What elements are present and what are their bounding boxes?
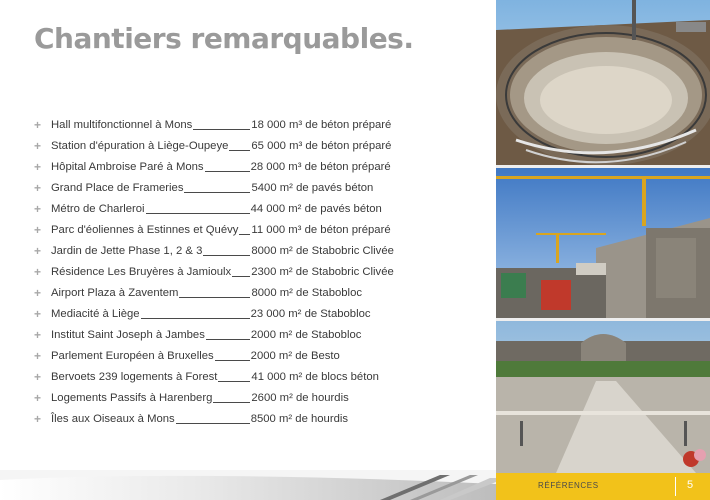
plus-bullet-icon: +	[34, 222, 42, 237]
list-item	[34, 282, 494, 303]
project-quantity: 11 000 m³ de béton préparé	[251, 223, 391, 236]
project-name: Bervoets 239 logements à Forest	[51, 370, 218, 383]
plus-bullet-icon: +	[34, 180, 42, 195]
plus-bullet-icon: +	[34, 201, 42, 216]
project-quantity: 2000 m² de Stabobloc	[250, 328, 362, 341]
project-quantity: 2300 m² de Stabobric Clivée	[251, 265, 394, 278]
section-label: RÉFÉRENCES	[538, 481, 599, 490]
list-item	[34, 240, 494, 261]
leader-line	[205, 162, 250, 172]
plus-bullet-icon: +	[34, 117, 42, 132]
leader-line	[141, 309, 250, 319]
leader-line	[239, 225, 250, 235]
project-list	[34, 114, 494, 429]
plus-bullet-icon: +	[34, 243, 42, 258]
list-item	[34, 114, 494, 135]
leader-line	[203, 246, 250, 256]
leader-line	[179, 288, 250, 298]
project-name: Métro de Charleroi	[51, 202, 145, 215]
page-number: 5	[687, 479, 694, 491]
project-quantity: 5400 m² de pavés béton	[251, 181, 374, 194]
project-name: Résidence Les Bruyères à Jamioulx	[51, 265, 232, 278]
project-name: Mediacité à Liège	[51, 307, 140, 320]
plus-bullet-icon: +	[34, 159, 42, 174]
list-item	[34, 135, 494, 156]
list-item	[34, 366, 494, 387]
project-quantity: 2600 m² de hourdis	[251, 391, 349, 404]
leader-line	[146, 204, 250, 214]
list-item	[34, 219, 494, 240]
leader-line	[193, 120, 250, 130]
plus-bullet-icon: +	[34, 264, 42, 279]
leader-line	[184, 183, 250, 193]
leader-line	[215, 351, 250, 361]
leader-line	[229, 141, 250, 151]
project-name: Grand Place de Frameries	[51, 181, 184, 194]
project-name: Station d'épuration à Liège-Oupeye	[51, 139, 229, 152]
plus-bullet-icon: +	[34, 369, 42, 384]
leader-line	[232, 267, 250, 277]
leader-line	[218, 372, 250, 382]
plus-bullet-icon: +	[34, 348, 42, 363]
project-quantity: 23 000 m² de Stabobloc	[250, 307, 371, 320]
plus-bullet-icon: +	[34, 285, 42, 300]
leader-line	[213, 393, 250, 403]
project-quantity: 65 000 m³ de béton préparé	[251, 139, 392, 152]
project-quantity: 28 000 m³ de béton préparé	[250, 160, 391, 173]
page-title: Chantiers remarquables.	[34, 22, 414, 55]
project-quantity: 8000 m² de Stabobloc	[251, 286, 362, 299]
project-name: Îles aux Oiseaux à Mons	[51, 412, 175, 425]
leader-line	[176, 414, 250, 424]
list-item	[34, 261, 494, 282]
leader-line	[206, 330, 250, 340]
project-name: Parc d'éoliennes à Estinnes et Quévy	[51, 223, 239, 236]
list-item	[34, 303, 494, 324]
list-item	[34, 177, 494, 198]
footer-bar	[496, 473, 710, 500]
list-item	[34, 408, 494, 429]
project-name: Jardin de Jette Phase 1, 2 & 3	[51, 244, 203, 257]
list-item	[34, 345, 494, 366]
project-name: Hall multifonctionnel à Mons	[51, 118, 193, 131]
photo-station-plaza	[496, 321, 710, 473]
footer-separator	[675, 477, 676, 496]
project-quantity: 18 000 m³ de béton préparé	[251, 118, 392, 131]
list-item	[34, 156, 494, 177]
photo-construction-pit	[496, 0, 710, 165]
project-name: Parlement Européen à Bruxelles	[51, 349, 214, 362]
plus-bullet-icon: +	[34, 390, 42, 405]
plus-bullet-icon: +	[34, 138, 42, 153]
plus-bullet-icon: +	[34, 306, 42, 321]
footer-swoosh	[0, 470, 496, 500]
project-quantity: 8500 m² de hourdis	[250, 412, 349, 425]
photo-building-site-cranes	[496, 168, 710, 318]
project-quantity: 2000 m² de Besto	[250, 349, 340, 362]
project-name: Institut Saint Joseph à Jambes	[51, 328, 205, 341]
list-item	[34, 324, 494, 345]
project-quantity: 8000 m² de Stabobric Clivée	[251, 244, 394, 257]
project-quantity: 44 000 m² de pavés béton	[250, 202, 382, 215]
project-name: Logements Passifs à Harenberg	[51, 391, 213, 404]
photo-column	[496, 0, 710, 473]
plus-bullet-icon: +	[34, 411, 42, 426]
project-name: Hôpital Ambroise Paré à Mons	[51, 160, 204, 173]
plus-bullet-icon: +	[34, 327, 42, 342]
list-item	[34, 198, 494, 219]
project-name: Airport Plaza à Zaventem	[51, 286, 179, 299]
list-item	[34, 387, 494, 408]
project-quantity: 41 000 m² de blocs béton	[251, 370, 379, 383]
